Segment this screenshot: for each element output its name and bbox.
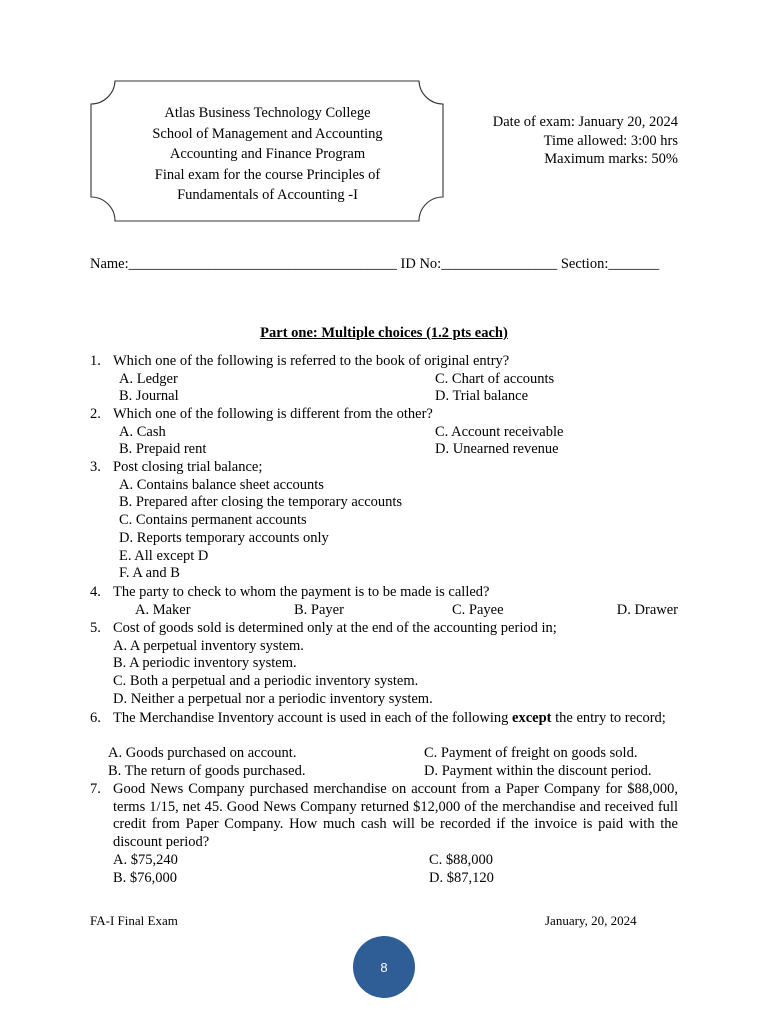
question-text: Which one of the following is referred to the book of original entry?: [113, 353, 510, 369]
question-text: Which one of the following is different from the other?: [113, 406, 433, 422]
option-b: B. A periodic inventory system.: [113, 655, 297, 672]
question-number: 6.: [90, 710, 101, 726]
question-2: [90, 406, 678, 459]
question-5: [90, 620, 678, 709]
question-number: 2.: [90, 406, 101, 422]
question-number: 5.: [90, 620, 101, 636]
question-3: [90, 459, 678, 584]
option-e: E. All except D: [119, 547, 209, 564]
question-number: 4.: [90, 584, 101, 600]
option-c: C. Contains permanent accounts: [119, 512, 307, 529]
question-1: [90, 353, 678, 406]
question-text-emphasis: except: [512, 710, 552, 726]
option-f: F. A and B: [119, 565, 180, 582]
question-6: [90, 710, 678, 782]
question-text: Good News Company purchased merchandise on account from a Paper Company for $88,000, terms 1/15, net 45. Good News Company returned $12,000 of the merchandise and received full credit from Paper Company. How much cash will be recorded if the invoice is paid with the discount period?: [113, 781, 678, 851]
option-d: D. Payment within the discount period.: [424, 763, 652, 780]
option-a: A. $75,240: [113, 851, 178, 868]
option-b: B. Prepaid rent: [119, 441, 207, 458]
option-c: C. $88,000: [429, 851, 494, 868]
option-c: C. Payment of freight on goods sold.: [424, 745, 638, 762]
student-info-line: Name:_____________________________________ ID No:________________ Section:_______: [90, 256, 660, 272]
option-c: C. Chart of accounts: [435, 370, 555, 387]
option-c: C. Account receivable: [435, 423, 564, 440]
part-title: Part one: Multiple choices (1.2 pts each): [260, 325, 508, 341]
question-number: 1.: [90, 353, 101, 369]
option-a: A. Contains balance sheet accounts: [119, 476, 324, 493]
page-number-badge: 8: [353, 936, 415, 998]
option-b: B. Payer: [294, 601, 344, 618]
college-name: Atlas Business Technology College: [164, 105, 371, 121]
question-number: 3.: [90, 459, 101, 475]
option-b: B. Journal: [119, 388, 179, 405]
option-a: A. Maker: [135, 601, 191, 618]
option-a: A. A perpetual inventory system.: [113, 637, 304, 654]
option-d: D. Neither a perpetual nor a periodic inventory system.: [113, 690, 433, 707]
option-a: A. Ledger: [119, 370, 178, 387]
option-a: A. Cash: [119, 423, 166, 440]
option-b: B. $76,000: [113, 869, 178, 886]
exam-title-line2: Fundamentals of Accounting -I: [177, 187, 358, 204]
exam-title-line1: Final exam for the course Principles of: [154, 166, 381, 183]
question-number: 7.: [90, 781, 101, 797]
exam-date: Date of exam: January 20, 2024: [492, 114, 678, 130]
question-4: [90, 584, 678, 620]
question-text: [113, 710, 678, 728]
option-d: D. Trial balance: [435, 388, 529, 405]
option-d: D. $87,120: [429, 869, 494, 886]
option-b: B. Prepared after closing the temporary accounts: [119, 494, 403, 511]
exam-info: [493, 113, 678, 169]
footer-course: FA-I Final Exam: [90, 913, 178, 928]
exam-time: Time allowed: 3:00 hrs: [543, 132, 678, 149]
program-name: Accounting and Finance Program: [169, 146, 366, 163]
option-d: D. Unearned revenue: [435, 441, 559, 458]
header-box: [110, 103, 425, 206]
option-c: C. Payee: [452, 601, 504, 618]
option-a: A. Goods purchased on account.: [108, 745, 297, 762]
option-c: C. Both a perpetual and a periodic inventory system.: [113, 673, 419, 690]
question-text: Post closing trial balance;: [113, 459, 263, 475]
option-b: B. The return of goods purchased.: [108, 763, 306, 780]
footer-date: January, 20, 2024: [545, 913, 637, 928]
question-text-part: The Merchandise Inventory account is used in each of the following: [113, 710, 513, 726]
option-d: D. Reports temporary accounts only: [119, 529, 329, 546]
option-d: D. Drawer: [616, 601, 678, 618]
question-7: [90, 781, 678, 889]
exam-marks: Maximum marks: 50%: [544, 151, 678, 167]
question-text: The party to check to whom the payment is to be made is called?: [113, 584, 490, 600]
question-text: Cost of goods sold is determined only at the end of the accounting period in;: [113, 620, 557, 636]
question-text-part: the entry to record;: [551, 710, 666, 726]
school-name: School of Management and Accounting: [152, 125, 383, 142]
